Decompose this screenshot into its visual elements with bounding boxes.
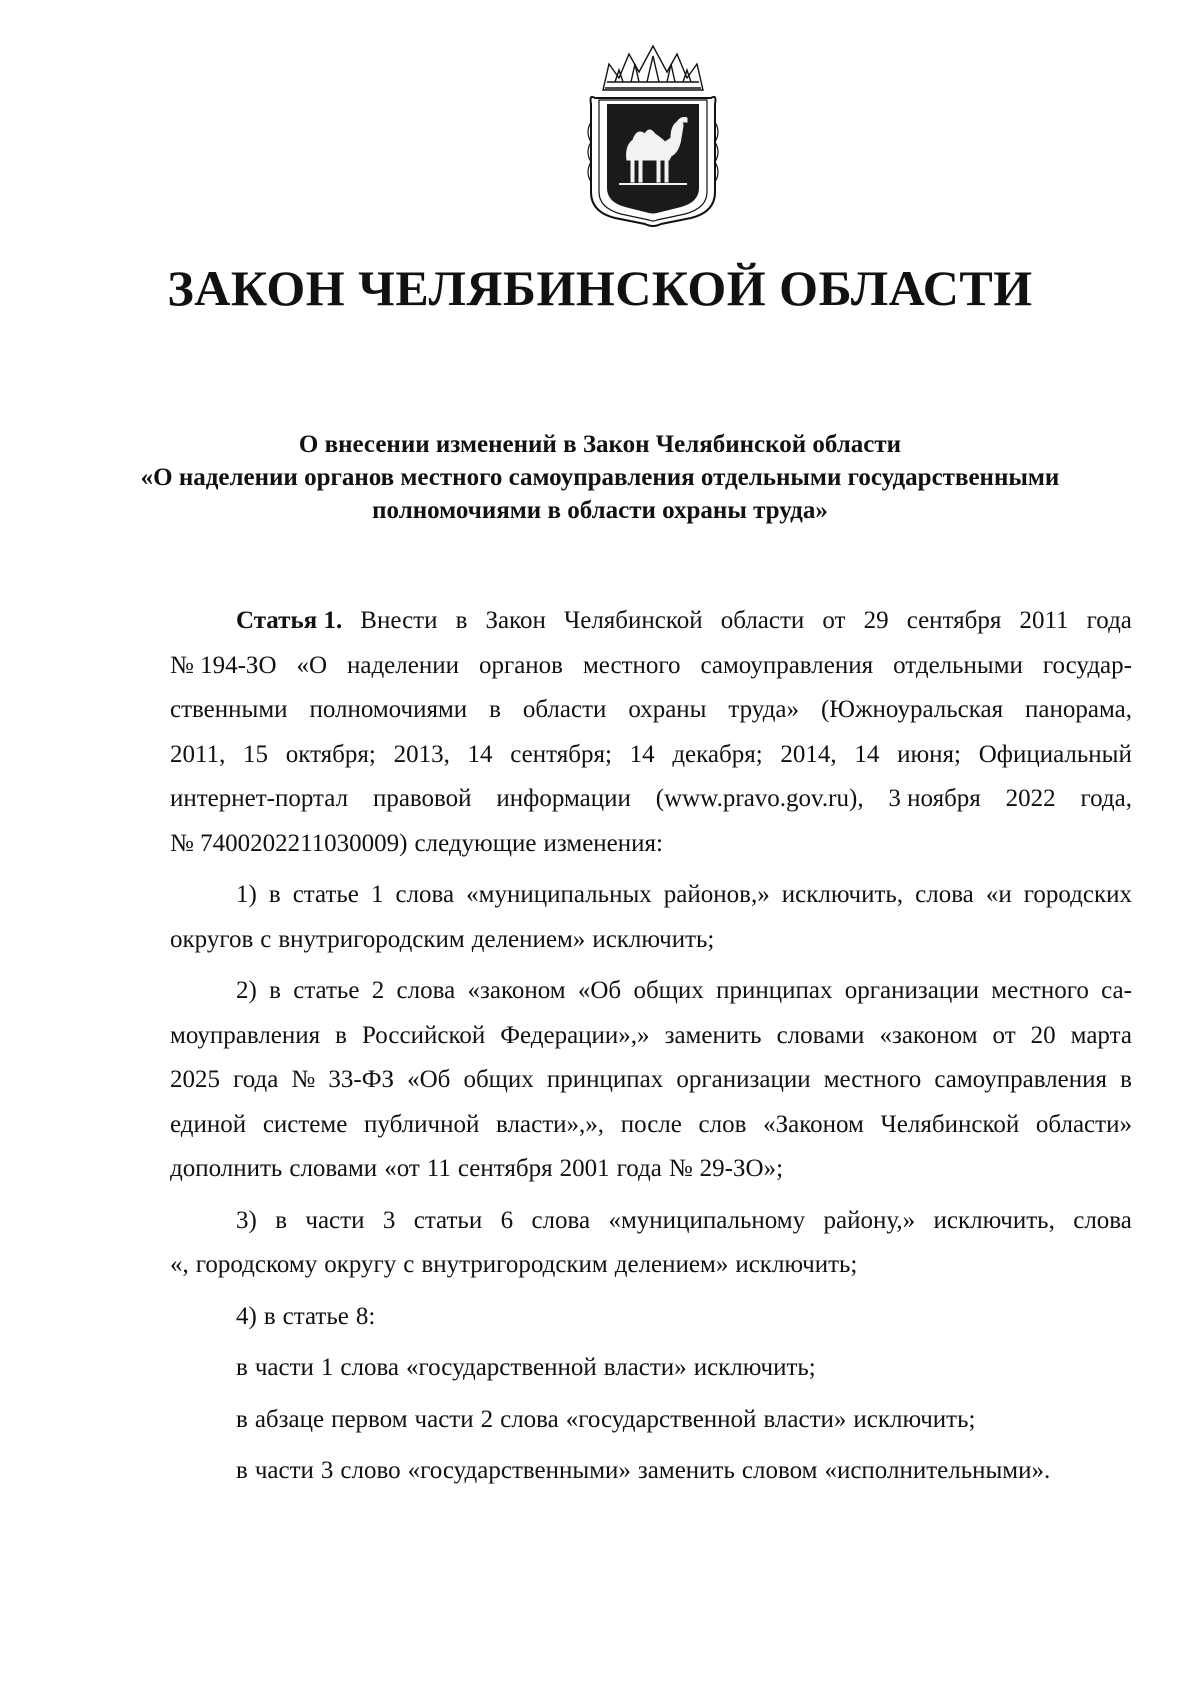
text-line: 2025 года № 33-ФЗ «Об общих принципах организации местного самоуправления в <box>170 1066 1132 1093</box>
amendment-subitem <box>170 1346 1132 1391</box>
text-line: 4) в статье 8: <box>236 1302 376 1330</box>
amendment-subitem <box>170 1398 1132 1443</box>
text-line: Статья 1. Внести в Закон Челябинской области от 29 сентября 2011 года <box>170 599 1132 644</box>
chelyabinsk-coat-of-arms-icon <box>585 42 721 228</box>
text-line: дополнить словами «от 11 сентября 2001 года № 29-ЗО»; <box>170 1155 784 1182</box>
text-line: в части 3 слово «государственными» заменить словом «исполнительными». <box>236 1457 1051 1484</box>
text-line: 2) в статье 2 слова «законом «Об общих принципах организации местного са- <box>236 977 1132 1004</box>
text-line: 2011, 15 октября; 2013, 14 сентября; 14 декабря; 2014, 14 июня; Официальный <box>170 740 1132 768</box>
text-line: в части 1 слова «государственной власти» исключить; <box>236 1354 816 1381</box>
amendment-item <box>170 873 1132 962</box>
text-line: «, городскому округу с внутригородским делением» исключить; <box>170 1251 858 1278</box>
amendment-subitem <box>170 1449 1132 1494</box>
text-line: № 7400202211030009) следующие изменения: <box>170 829 663 857</box>
subtitle-line: «О наделении органов местного самоуправления отдельными государственными <box>140 464 1060 491</box>
amendment-item <box>170 1295 1132 1340</box>
amendment-item <box>170 1199 1132 1288</box>
text-line: в абзаце первом части 2 слова «государственной власти» исключить; <box>236 1405 976 1433</box>
text-line: № 194-ЗО «О наделении органов местного самоуправления отдельными государ- <box>170 651 1132 679</box>
amendment-item <box>170 969 1132 1192</box>
text-line: единой системе публичной власти»,», после слов «Законом Челябинской области» <box>170 1110 1132 1138</box>
subtitle-line: полномочиями в области охраны труда» <box>372 497 828 524</box>
text-line: 1) в статье 1 слова «муниципальных районов,» исключить, слова «и городских <box>236 881 1132 908</box>
article-paragraph <box>170 599 1132 866</box>
text-line: ственными полномочиями в области охраны труда» (Южноуральская панорама, <box>170 696 1132 723</box>
article-body <box>170 599 1132 1494</box>
coat-of-arms-emblem <box>585 42 721 228</box>
text-line: округов с внутригородским делением» исключить; <box>170 925 715 953</box>
text-line: моуправления в Российской Федерации»,» заменить словами «законом от 20 марта <box>170 1021 1132 1049</box>
law-title: ЗАКОН ЧЕЛЯБИНСКОЙ ОБЛАСТИ <box>167 260 1033 316</box>
law-subtitle <box>100 428 1100 527</box>
subtitle-line: О внесении изменений в Закон Челябинской области <box>298 431 902 458</box>
article-label: Статья 1. <box>236 607 343 634</box>
text-line: 3) в части 3 статьи 6 слова «муниципальному району,» исключить, слова <box>236 1206 1132 1234</box>
text-line: интернет-портал правовой информации (www.pravo.gov.ru), 3 ноября 2022 года, <box>170 785 1132 812</box>
